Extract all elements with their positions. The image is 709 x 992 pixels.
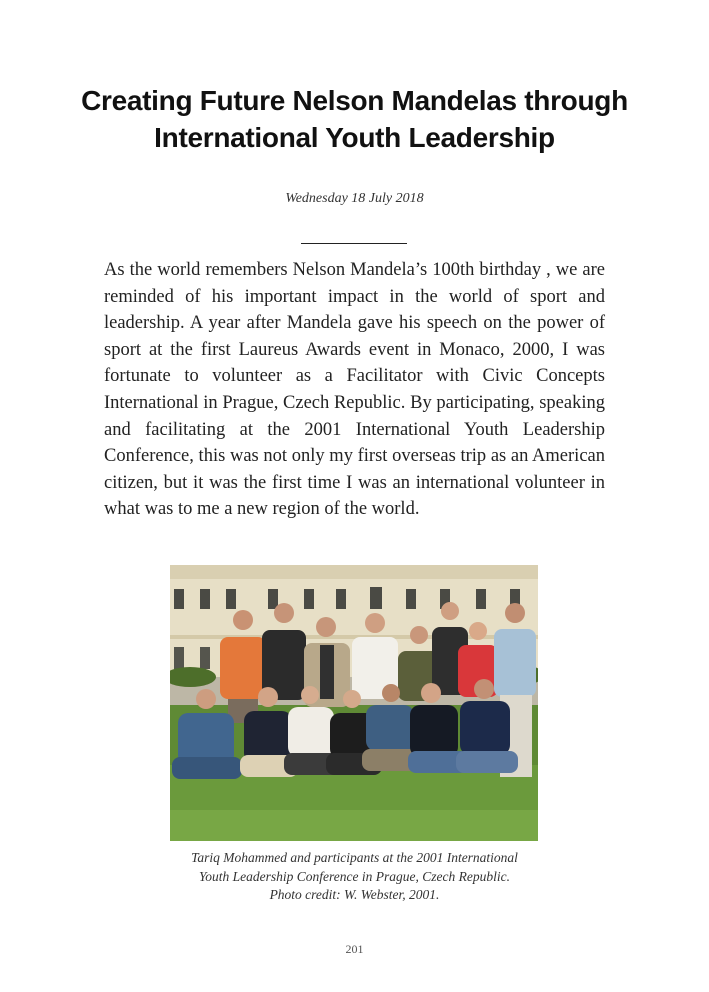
article-date: Wednesday 18 July 2018 xyxy=(285,191,424,206)
caption-line: Photo credit: W. Webster, 2001. xyxy=(269,887,440,902)
page-number: 201 xyxy=(345,942,364,956)
article-body: As the world remembers Nelson Mandela’s 100th birthday , we are reminded of his important impact in the world of sport and leadership. A year after Mandela gave his speech on the power of sport at the first Laureus Awards event in Monaco, 2000, I was fortunate to volunteer as a Facilitator with Civic Concepts International in Prague, Czech Republic. By participating, speaking and facilitating at the 2001 International Youth Leadership Conference, this was not only my first overseas trip as an American citizen, but it was the first time I was an international volunteer in what was to me a new region of the world. xyxy=(104,260,605,520)
title-separator xyxy=(301,243,407,244)
caption-line: Youth Leadership Conference in Prague, Czech Republic. xyxy=(199,868,510,884)
group-photo xyxy=(170,565,538,841)
photo-caption xyxy=(150,849,559,905)
article-title: Creating Future Nelson Mandelas through International Youth Leadership xyxy=(81,85,628,153)
caption-line: Tariq Mohammed and participants at the 2001 International xyxy=(191,850,518,865)
